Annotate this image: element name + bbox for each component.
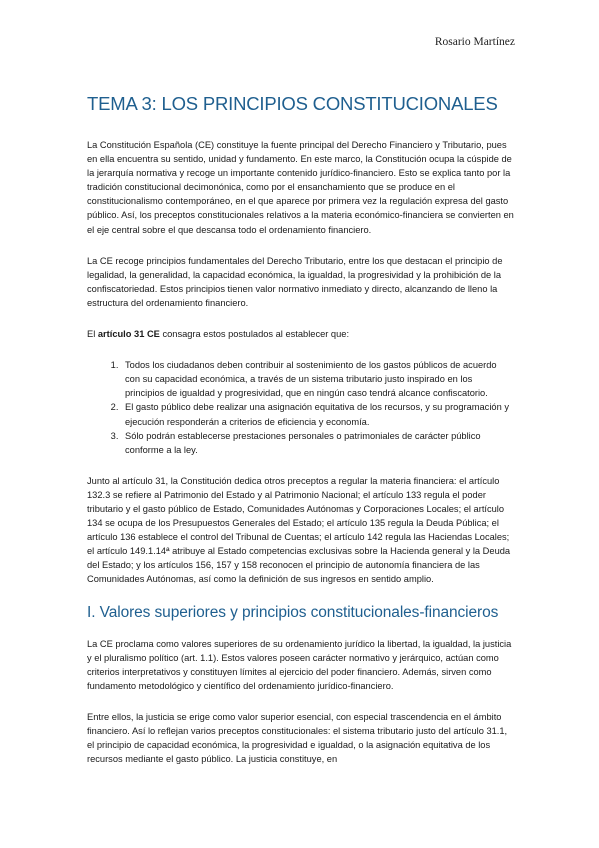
list-item: 2. El gasto público debe realizar una asignación equitativa de los recursos, y su programación y ejecución responderán a criterios de eficiencia y economía. [121, 400, 514, 428]
paragraph-justice: Entre ellos, la justicia se erige como valor superior esencial, con especial trascendencia en el ámbito financiero. Así lo reflejan varios preceptos constitucionales: el sistema tributario justo del artículo 31.1, el principio de capacidad económica, la progresividad e igualdad, o la asignación equitativa de los recursos mediante el gasto público. La justicia constituye, en [87, 711, 508, 765]
article-31-suffix: consagra estos postulados al establecer que: [159, 329, 350, 340]
document-title: TEMA 3: LOS PRINCIPIOS CONSTITUCIONALES [87, 93, 498, 114]
paragraph-article-31 [87, 327, 514, 341]
article-31-prefix: El [87, 329, 98, 340]
author-name: Rosario Martínez [434, 36, 515, 48]
paragraph-principles: La CE recoge principios fundamentales del Derecho Tributario, entre los que destacan el principio de legalidad, la generalidad, la capacidad económica, la igualdad, la progresividad y la prohibición de la confiscatoriedad. Estos principios tienen valor normativo inmediato y directo, alcanzando de lleno la estructura del ordenamiento financiero. [87, 255, 503, 308]
paragraph-intro: La Constitución Española (CE) constituye la fuente principal del Derecho Financiero y Tributario, pues en ella encuentra su sentido, unidad y fundamento. En este marco, la Constitución ocupa la cúspide de la jerarquía normativa y recoge un importante contenido jurídico-financiero. Esto se explica tanto por la tradición constitucional decimonónica, como por el ensanchamiento que se produce en el constitucionalismo contemporáneo, en el que aparece por primera vez la regulación expresa del gasto público. Así, los preceptos constitucionales relativos a la materia económico-financiera se convierten en el eje central sobre el que descansa todo el ordenamiento financiero. [87, 140, 514, 235]
list-item: 3. Sólo podrán establecerse prestaciones personales o patrimoniales de carácter público conforme a la ley. [121, 429, 514, 457]
article-31-list [87, 358, 514, 457]
paragraph-other-articles: Junto al artículo 31, la Constitución dedica otros preceptos a regular la materia financiera: el artículo 132.3 se refiere al Patrimonio del Estado y al Patrimonio Nacional; el artículo 133 regula el poder tributario y el gasto público de Estado, Comunidades Autónomas y Corporaciones Locales; el artículo 134 se ocupa de los Presupuestos Generales del Estado; el artículo 135 regula la Deuda Pública; el artículo 136 establece el control del Tribunal de Cuentas; el artículo 142 regula las Haciendas Locales; el artículo 149.1.14ª atribuye al Estado competencias exclusivas sobre la Hacienda general y la Deuda del Estado; y los artículos 156, 157 y 158 reconocen el principio de autonomía financiera de las Comunidades Autónomas, así como la definición de sus ingresos en sentido amplio. [87, 475, 511, 585]
article-31-bold: artículo 31 CE [97, 329, 160, 340]
list-item: 1. Todos los ciudadanos deben contribuir al sostenimiento de los gastos públicos de acuerdo con su capacidad económica, a través de un sistema tributario justo inspirado en los principios de igualdad y progresividad, que en ningún caso tendrá alcance confiscatorio. [121, 358, 514, 400]
section-heading: I. Valores superiores y principios constitucionales-financieros [87, 603, 499, 621]
document-body [87, 93, 514, 783]
paragraph-superior-values: La CE proclama como valores superiores de su ordenamiento jurídico la libertad, la igualdad, la justicia y el pluralismo político (art. 1.1). Estos valores poseen carácter normativo y jerárquico, actúan como criterios interpretativos y constituyen límites al ejercicio del poder financiero. Además, sirven como fundamento metodológico y científico del ordenamiento jurídico-financiero. [87, 638, 512, 691]
